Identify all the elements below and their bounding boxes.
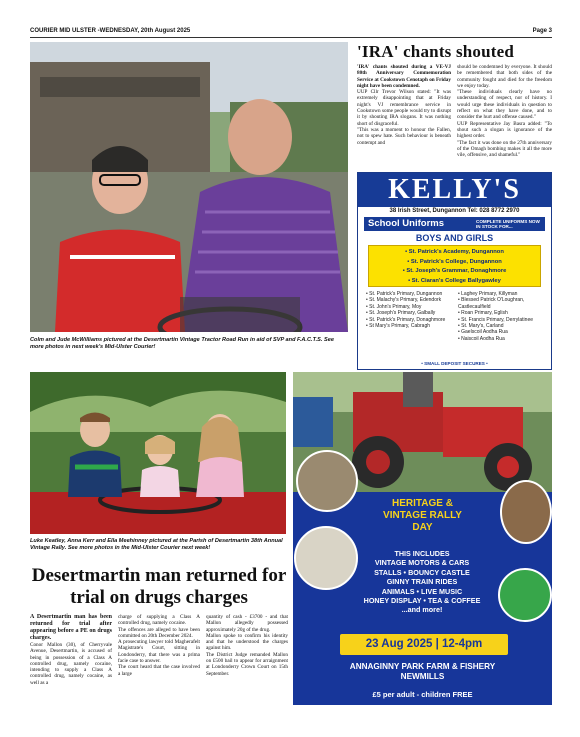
ira-headline: 'IRA' chants shouted <box>357 42 515 61</box>
drugs-column-1 <box>30 614 112 686</box>
ira-para: "This was a moment to honour the Fallen, not to spew hate. Such behaviour is beneath contempt and <box>357 126 451 146</box>
featured-school: • St. Patrick's Academy, Dungannon <box>405 249 504 255</box>
kellys-footer: • SMALL DEPOSIT SECURES • <box>421 361 488 366</box>
list-item: • St. Patrick's Primary, Dungannon <box>366 291 443 297</box>
photo-tractor-run <box>30 42 348 332</box>
photo1-caption: Colm and Jude McWilliams pictured at the Desertmartin Vintage Tractor Road Run in aid of SVP and F.A.C.T.S. See more photos in next week's Mid-Ulster Courier! <box>30 337 334 350</box>
list-item: • Gaelscoil Aodha Rua <box>458 329 508 336</box>
photo2-caption: Luke Keatley, Anna Kerr and Ella Meehinney pictured at the Parish of Desertmartin 38th Annual Vintage Rally. See more photos in the Mid-Ulster Courier next week! <box>30 538 283 551</box>
heritage-title-line: DAY <box>412 522 433 533</box>
ira-para: UUP Representative Jay Basra added: "To shout such a slogan is ignorance of the highest order. <box>457 120 552 140</box>
feature-item: STALLS • BOUNCY CASTLE <box>374 567 470 577</box>
ira-para: "These individuals clearly have no understanding of respect, nor of history. I would urge these individuals in question to reflect on what they have done, and to consider the hurt and offense caused." <box>457 89 552 121</box>
ira-para: "The fact it was done on the 27th anniversary of the Omagh bombing makes it all the more vile, offensive, and shameful." <box>457 139 552 159</box>
alpaca-photo <box>294 526 358 590</box>
kellys-address: 38 Irish Street, Dungannon Tel: 028 8772 2970 <box>358 207 551 216</box>
list-item: • Roan Primary, Eglish <box>458 310 508 317</box>
school-uniforms-title: School Uniforms <box>368 218 445 229</box>
kellys-logo: KELLY'S <box>358 173 551 207</box>
ira-column-2 <box>457 64 552 158</box>
school-list-right <box>458 291 548 342</box>
heritage-venue <box>293 662 552 682</box>
feature-item: ANIMALS • LIVE MUSIC <box>381 586 463 596</box>
masthead-publication: COURIER MID ULSTER -WEDNESDAY, 20th August 2025 <box>30 28 191 34</box>
feature-item: THIS INCLUDES <box>394 549 450 558</box>
feature-item: VINTAGE MOTORS & CARS <box>374 558 470 568</box>
list-item: • St. Patrick's Primary, Donaghmore <box>366 316 446 323</box>
feature-item: GINNY TRAIN RIDES <box>386 577 458 587</box>
list-item: • St. Francis Primary, Derrylatinee <box>458 316 534 323</box>
bouncy-castle-photo <box>498 568 552 622</box>
photo-vintage-rally <box>30 372 286 534</box>
drugs-para: The District Judge remanded Mallon on £500 bail to appear for arraignment at Londonderry Crown Court on 15th September. <box>206 651 288 677</box>
feature-item: HONEY DISPLAY • TEA & COFFEE <box>363 596 481 606</box>
heritage-date-banner: 23 Aug 2025 | 12-4pm <box>340 634 508 655</box>
drugs-para: charge of supplying a Class A controlled drug, namely cocaine. <box>118 614 200 627</box>
list-item: • St. Malachy's Primary, Edendork <box>366 297 442 304</box>
list-item: • St. John's Primary, Moy <box>366 303 422 310</box>
drugs-para: quantity of cash - £3700 - and that Mallon allegedly possessed approximately 20g of the drug. <box>206 614 288 633</box>
heritage-title <box>365 498 480 534</box>
school-uniforms-banner <box>364 217 545 231</box>
venue-line: NEWMILLS <box>400 672 445 681</box>
featured-school: • St. Ciaran's College Ballygawley <box>408 277 501 284</box>
venue-line: ANNAGINNY PARK FARM & FISHERY <box>349 662 496 671</box>
kellys-advert <box>357 172 552 370</box>
drugs-column-2 <box>118 614 200 677</box>
stock-note: COMPLETE UNIFORMS NOW IN STOCK FOR... <box>476 219 540 229</box>
heritage-price: £5 per adult - children FREE <box>372 690 473 699</box>
drugs-para: Mallon spoke to confirm his identity and that he understood the charges against him. <box>206 632 288 652</box>
heritage-title-line: VINTAGE RALLY <box>383 510 462 521</box>
masthead <box>30 28 552 38</box>
featured-schools <box>368 245 541 287</box>
ira-para: 'IRA' chants shouted during a VE-VJ 80th Anniversary Commemoration Service at Cookstown Cenotaph on Friday night have been condemned. <box>357 64 451 89</box>
school-list-left <box>366 291 454 329</box>
drugs-para: The court heard that the case involved a large <box>118 664 200 677</box>
featured-school: • St. Patrick's College, Dungannon <box>407 258 502 265</box>
list-item: • Blessed Patrick O'Loughran, Castlecaulfield <box>458 297 525 310</box>
heritage-title-line: HERITAGE & <box>392 498 453 509</box>
heritage-features <box>352 549 492 615</box>
list-item: • St. Joseph's Primary, Galbally <box>366 310 436 317</box>
list-item: • Laghey Primary, Killyman <box>458 291 518 297</box>
ira-para: should be condemned by everyone. It should be remembered that both sides of the community fought and died for the freedom we enjoy today. <box>457 64 552 89</box>
drugs-para: A prosecuting lawyer told Magherafelt Magistrate's Court, sitting in Londonderry, that there was a prima facie case to answer. <box>118 639 200 665</box>
ira-para: UUP Cllr Trevor Wilson stated: "It was extremely disappointing that at Friday night's VJ remembrance service in Cookstown some people would try to disrupt it by shouting IRA slogans. It was nothing short of disgraceful. <box>357 89 451 127</box>
list-item: • St. Mary's, Carland <box>458 323 504 330</box>
drugs-para: The offences are alleged to have been committed on 20th December 2024. <box>118 626 200 639</box>
drugs-headline: Desertmartin man returned for trial on drugs charges <box>31 565 287 608</box>
goat-photo <box>296 450 358 512</box>
drugs-para: Conor Mallon (30), of Cherryvale Avenue, Desertmartin, is accused of being in possession of a Class A controlled drug, namely cocaine, intending to supply a Class A controlled drug, namely cocaine, as well as a <box>30 642 112 686</box>
featured-school: • St. Joseph's Grammar, Donaghmore <box>402 268 507 274</box>
feature-item: ...and more! <box>401 605 443 615</box>
masthead-page-number: Page 3 <box>532 28 552 34</box>
boys-girls-heading: BOYS AND GIRLS <box>415 233 494 243</box>
list-item: • St Mary's Primary, Cabragh <box>366 323 431 330</box>
drugs-column-3 <box>206 614 288 677</box>
drugs-para: A Desertmartin man has been returned for trial after appearing before a PE on drugs charges. <box>30 614 112 641</box>
list-item: • Naiscoil Aodha Rua <box>458 335 505 342</box>
donkey-photo <box>500 480 552 544</box>
ira-column-1 <box>357 64 451 146</box>
